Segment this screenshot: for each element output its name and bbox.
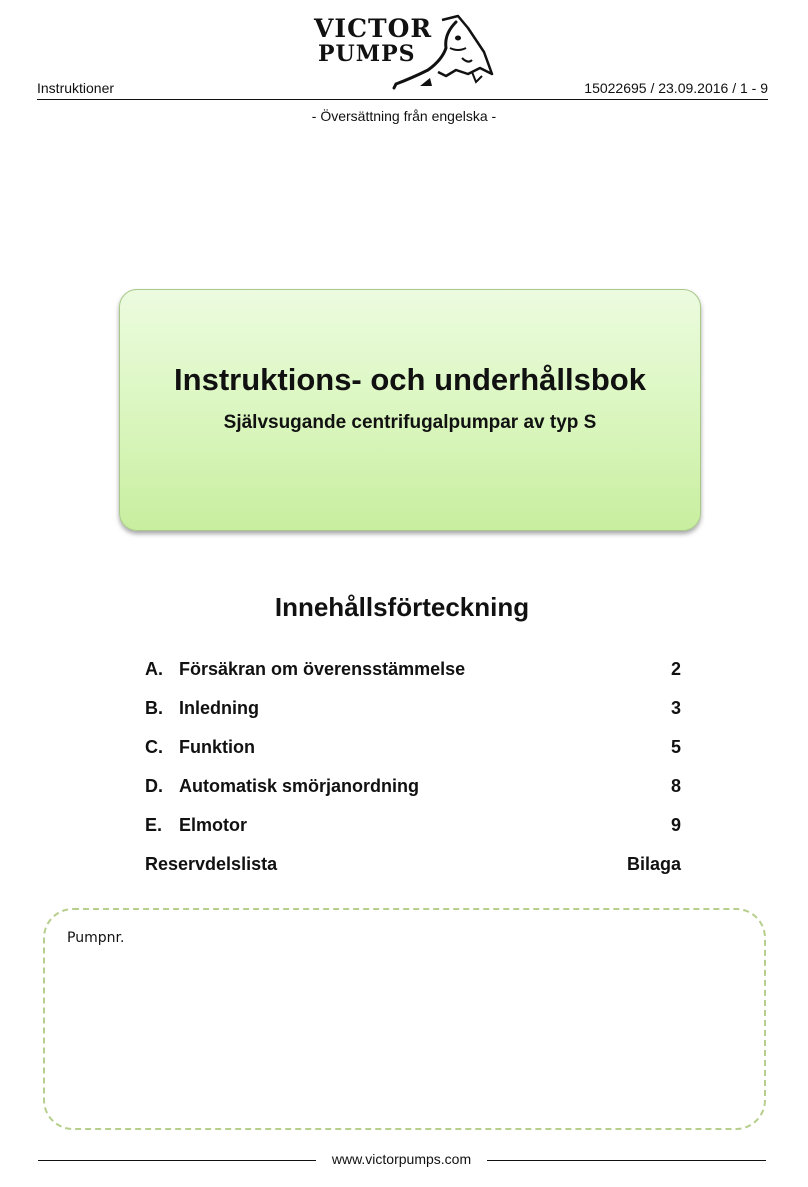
- toc-item-label: Försäkran om överensstämmelse: [179, 659, 466, 679]
- translation-note: - Översättning från engelska -: [311, 108, 497, 124]
- header-doc-ref: 15022695 / 23.09.2016 / 1 - 9: [584, 80, 768, 96]
- victor-pumps-logo: [312, 12, 496, 90]
- toc-item[interactable]: [145, 659, 681, 698]
- document-title: Instruktions- och underhållsbok: [174, 362, 646, 397]
- title-box: [119, 289, 701, 531]
- footer-divider-right: [487, 1160, 766, 1161]
- footer-website: www.victorpumps.com: [331, 1151, 472, 1167]
- logo-line-2: PUMPS: [318, 41, 416, 67]
- toc-item[interactable]: [145, 776, 681, 815]
- pump-number-box: [43, 908, 766, 1130]
- toc-item-label: Elmotor: [179, 815, 248, 835]
- toc-heading: Innehållsförteckning: [274, 592, 530, 622]
- toc-item-label: Funktion: [179, 737, 255, 757]
- toc-item-letter: A.: [145, 659, 163, 679]
- toc-item[interactable]: [145, 698, 681, 737]
- toc-item-page: Bilaga: [626, 854, 681, 874]
- toc-item-page: 8: [670, 776, 681, 796]
- header-divider: [37, 99, 768, 100]
- toc-item-letter: C.: [145, 737, 163, 757]
- elephant-icon: [372, 12, 496, 90]
- toc-item-letter: D.: [145, 776, 163, 796]
- toc-item-page: 5: [670, 737, 681, 757]
- pump-number-label: Pumpnr.: [67, 930, 125, 946]
- toc-item-page: 2: [670, 659, 681, 679]
- toc-item-letter: E.: [145, 815, 163, 835]
- document-subtitle: Självsugande centrifugalpumpar av typ S: [223, 412, 597, 433]
- toc-item[interactable]: [145, 815, 681, 854]
- toc-item-letter: B.: [145, 698, 163, 718]
- header-doc-type: Instruktioner: [37, 80, 115, 96]
- table-of-contents: [145, 659, 681, 893]
- toc-item-page: 9: [670, 815, 681, 835]
- toc-item-label: Inledning: [179, 698, 259, 718]
- toc-item[interactable]: [145, 854, 681, 893]
- toc-item-label: Reservdelslista: [145, 854, 278, 874]
- toc-item-page: 3: [670, 698, 681, 718]
- footer-divider-left: [38, 1160, 316, 1161]
- toc-item[interactable]: [145, 737, 681, 776]
- toc-item-label: Automatisk smörjanordning: [179, 776, 420, 796]
- logo-line-1: VICTOR: [314, 14, 433, 43]
